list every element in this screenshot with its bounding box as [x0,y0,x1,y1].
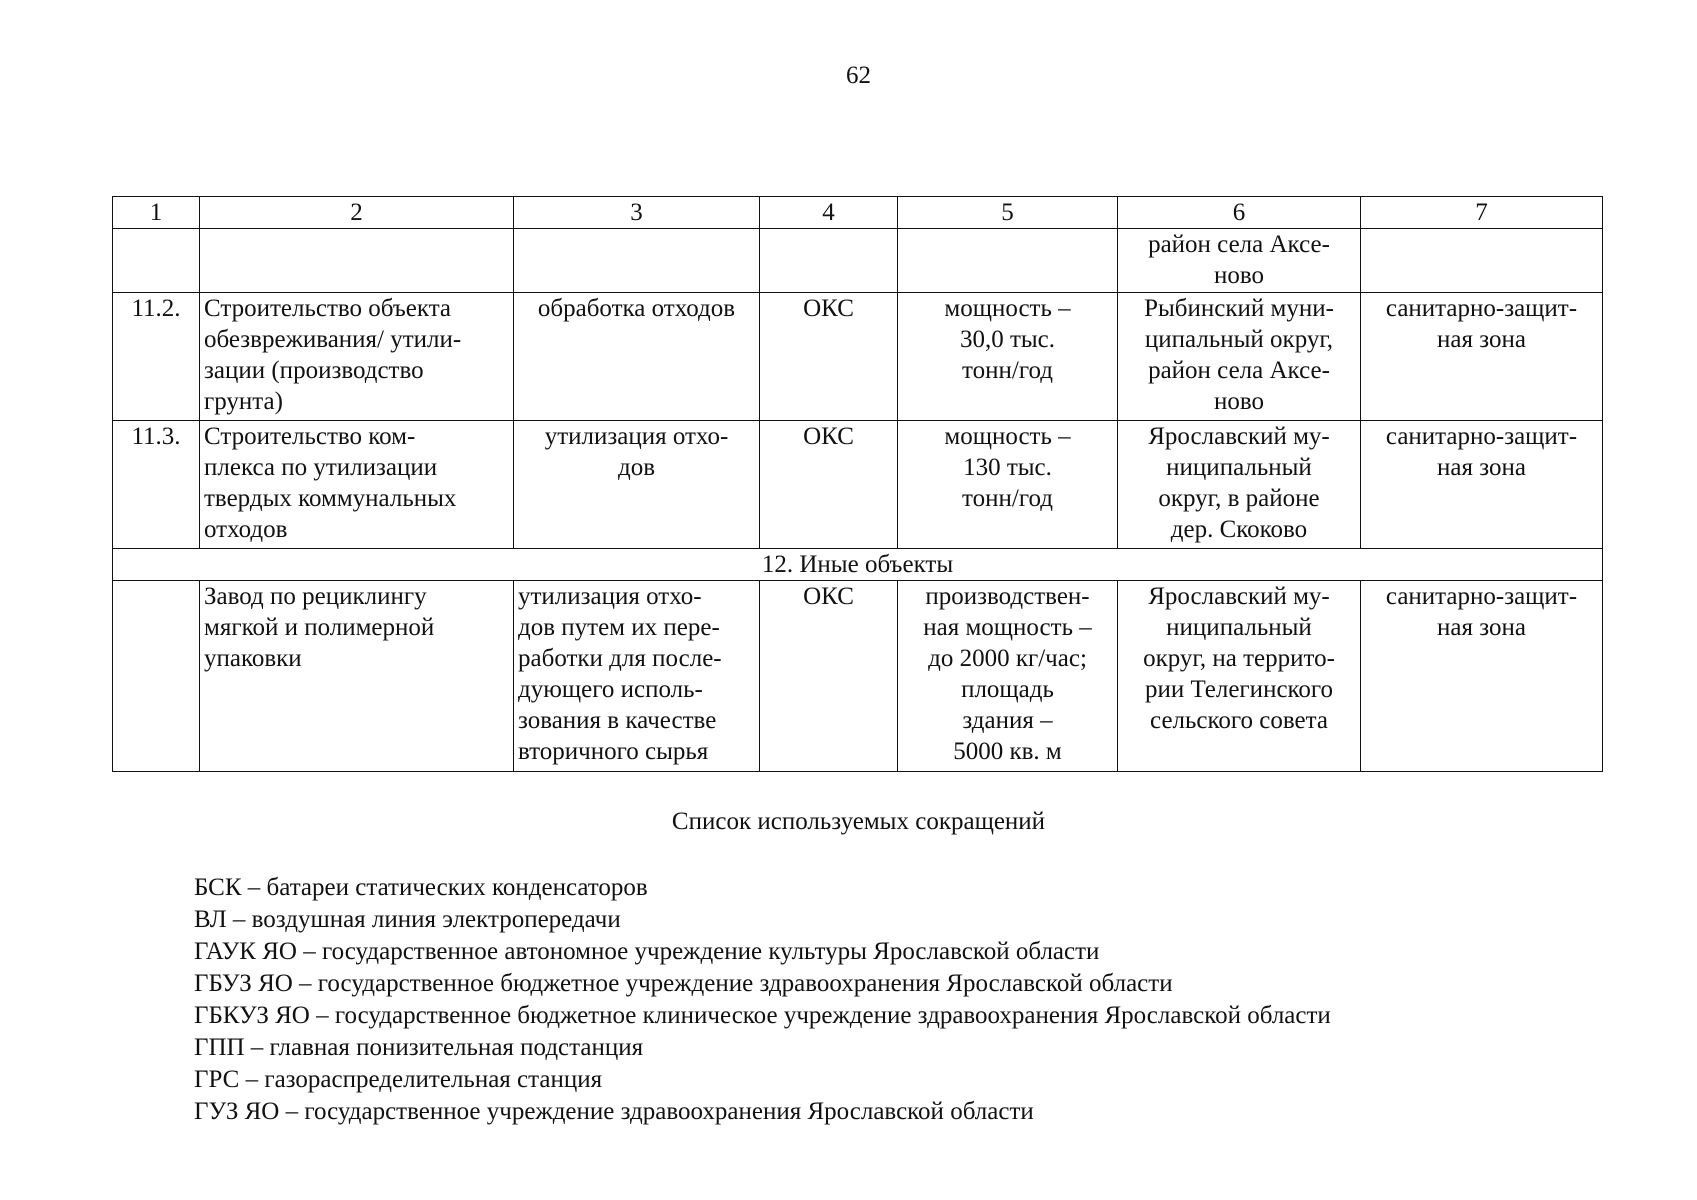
cell-purpose [514,229,760,293]
table-row [113,581,1603,772]
column-number-7: 7 [1361,197,1603,229]
cell-line: плекса по утилизации [204,454,438,481]
cell-line: зования в качестве [518,707,717,734]
abbreviation-item: БСК – батареи статических конденсаторов [194,874,648,901]
table-header-row [113,197,1603,229]
cell-line: санитарно-защит- [1385,295,1578,322]
cell-line: ная зона [1437,454,1526,481]
cell-line: округ, в районе [1158,485,1320,512]
abbreviation-item: ГАУК ЯО – государственное автономное учреждение культуры Ярославской области [194,938,1100,965]
cell-line: 130 тыс. [963,454,1052,481]
cell-characteristics [898,229,1118,293]
cell-line: зации (производство [204,357,424,384]
column-number-2: 2 [200,197,514,229]
column-number-4: 4 [760,197,898,229]
cell-line: ОКС [803,583,854,610]
column-number-1: 1 [113,197,200,229]
table-row [113,229,1603,293]
cell-line: обработка отходов [537,295,736,322]
cell-line: 11.3. [131,423,181,450]
abbreviations-list [194,872,1331,1128]
abbreviation-item: ВЛ – воздушная линия электропередачи [194,906,621,933]
cell-zone [1361,229,1603,293]
cell-characteristics [898,421,1118,549]
cell-location [1118,421,1361,549]
cell-name [200,229,514,293]
cell-line: ципальный округ, [1144,326,1334,353]
cell-zone [1361,293,1603,421]
objects-table [112,196,1603,772]
cell-location [1118,581,1361,772]
cell-line: ОКС [803,423,854,450]
cell-purpose [514,581,760,772]
abbreviations-title: Список используемых сокращений [671,808,1046,835]
abbreviation-item: ГБУЗ ЯО – государственное бюджетное учреждение здравоохранения Ярославской области [194,970,1173,997]
cell-line: ново [1213,388,1264,415]
cell-line: мощность – [944,423,1071,450]
cell-line: вторичного сырья [518,738,709,765]
cell-line: санитарно-защит- [1385,583,1578,610]
cell-line: грунта) [204,388,283,415]
cell-line: утилизация отхо- [544,423,729,450]
cell-line: упаковки [204,645,302,672]
cell-number [113,421,200,549]
cell-purpose [514,421,760,549]
column-number-6: 6 [1118,197,1361,229]
cell-line: Строительство ком- [204,423,416,450]
cell-line: район села Аксе- [1148,231,1330,258]
cell-line: 5000 кв. м [953,738,1062,765]
cell-name [200,421,514,549]
cell-line: утилизация отхо- [518,583,702,610]
section-row [113,549,1603,581]
cell-line: санитарно-защит- [1385,423,1578,450]
cell-number [113,581,200,772]
abbreviation-item: ГРС – газораспределительная станция [194,1066,603,1093]
cell-line: обезвреживания/ утили- [204,326,462,353]
cell-type [760,293,898,421]
cell-line: ниципальный [1166,614,1312,641]
abbreviation-item: ГПП – главная понизительная подстанция [194,1034,644,1061]
abbreviation-item: ГБКУЗ ЯО – государственное бюджетное клиническое учреждение здравоохранения Ярославской области [194,1002,1331,1029]
cell-line: мощность – [944,295,1071,322]
cell-line: дер. Скоково [1170,516,1308,543]
cell-line: ниципальный [1166,454,1312,481]
cell-line: здания – [962,707,1053,734]
cell-line: дов [617,454,656,481]
cell-line: отходов [204,516,288,543]
page-number: 62 [846,62,871,89]
cell-line: ново [1213,262,1264,289]
cell-number [113,293,200,421]
cell-line: тонн/год [962,357,1053,384]
cell-name [200,293,514,421]
cell-line: Рыбинский муни- [1144,295,1334,322]
cell-line: ОКС [803,295,854,322]
cell-line: ная зона [1437,614,1526,641]
cell-line: рии Телегинского [1144,676,1334,703]
cell-line: дующего исполь- [518,676,703,703]
cell-line: 11.2. [131,295,181,322]
cell-line: ная зона [1437,326,1526,353]
cell-characteristics [898,293,1118,421]
cell-line: работки для после- [518,645,722,672]
cell-line: Завод по рециклингу [204,583,427,610]
cell-characteristics [898,581,1118,772]
cell-type [760,229,898,293]
cell-line: твердых коммунальных [204,485,457,512]
cell-line: район села Аксе- [1148,357,1330,384]
cell-line: до 2000 кг/час; [928,645,1087,672]
cell-line: производствен- [925,583,1090,610]
cell-line: мягкой и полимерной [204,614,435,641]
cell-line: Ярославский му- [1148,423,1330,450]
abbreviation-item: ГУЗ ЯО – государственное учреждение здравоохранения Ярославской области [194,1098,1034,1125]
cell-line: сельского совета [1150,707,1328,734]
cell-number [113,229,200,293]
column-number-5: 5 [898,197,1118,229]
cell-location [1118,229,1361,293]
cell-name [200,581,514,772]
cell-line: тонн/год [962,485,1053,512]
cell-line: ная мощность – [923,614,1092,641]
cell-line: 30,0 тыс. [959,326,1056,353]
cell-zone [1361,421,1603,549]
cell-line: площадь [961,676,1054,703]
cell-zone [1361,581,1603,772]
cell-line: округ, на террито- [1143,645,1335,672]
cell-type [760,581,898,772]
cell-line: Строительство объекта [204,295,452,322]
section-heading: 12. Иные объекты [113,549,1603,581]
cell-line: дов путем их пере- [518,614,720,641]
cell-type [760,421,898,549]
cell-line: Ярославский му- [1148,583,1330,610]
cell-location [1118,293,1361,421]
table-row [113,421,1603,549]
column-number-3: 3 [514,197,760,229]
table-row [113,293,1603,421]
cell-purpose [514,293,760,421]
